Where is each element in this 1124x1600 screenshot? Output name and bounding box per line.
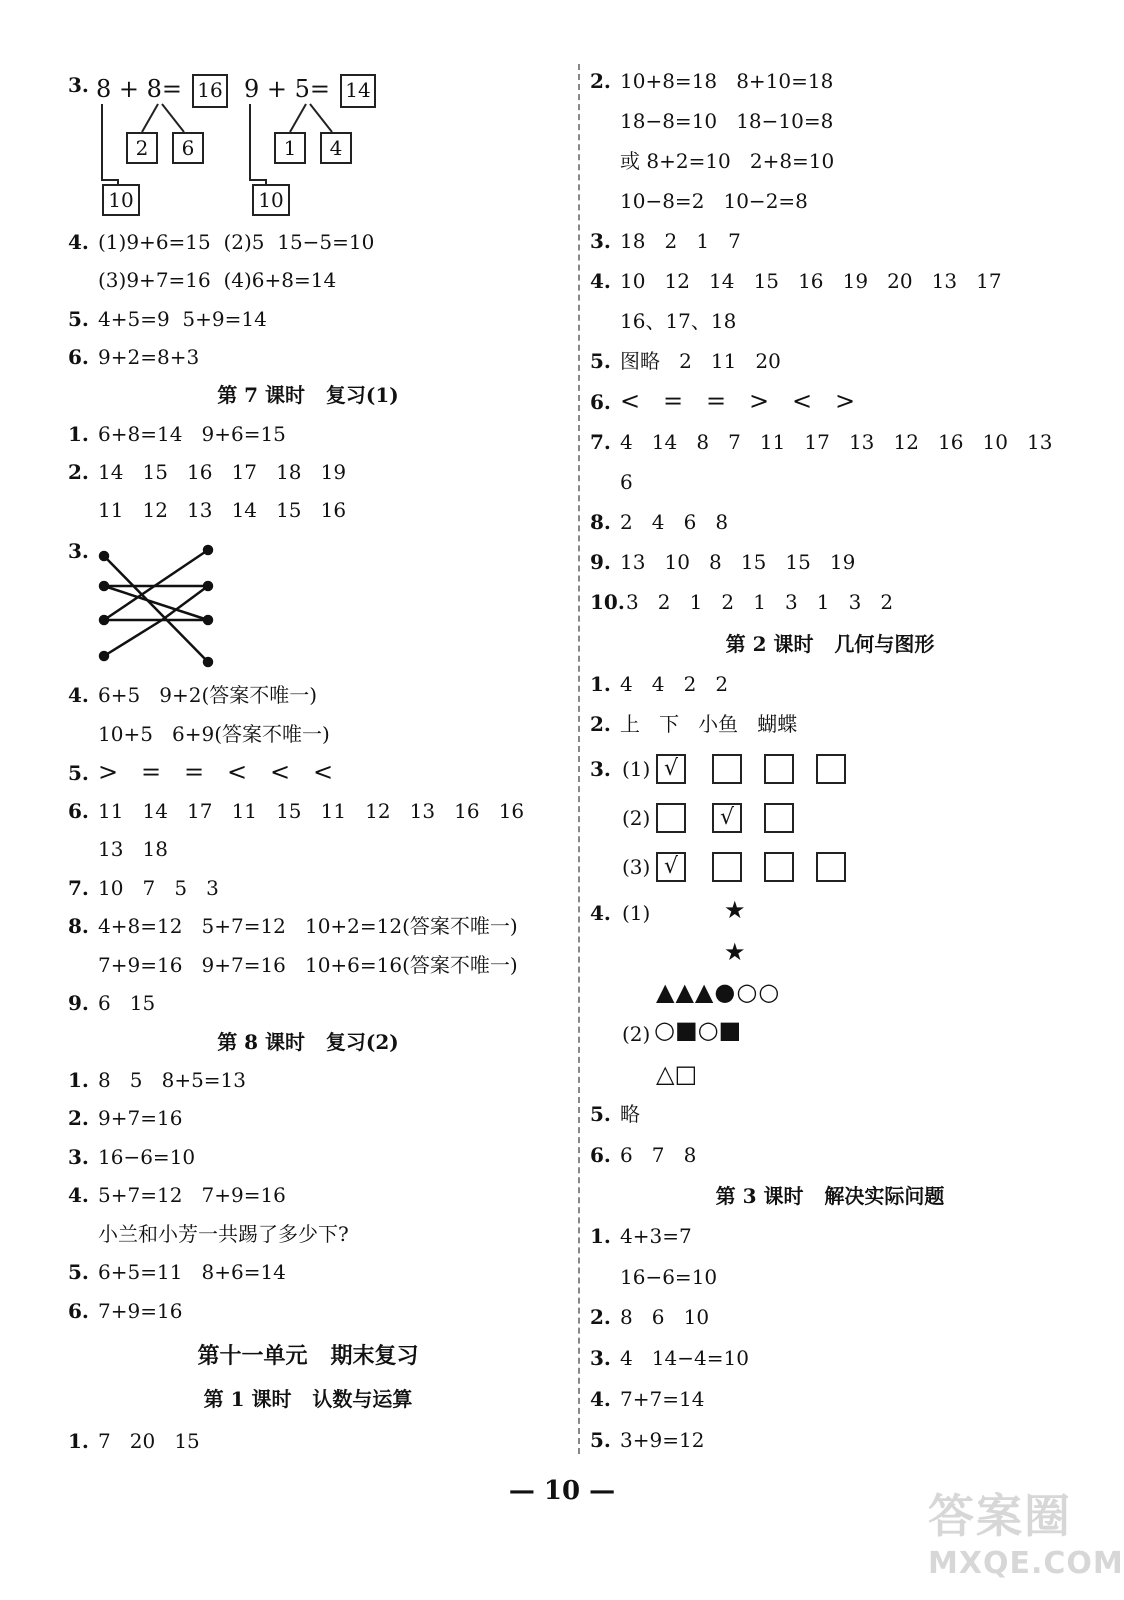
- answer-line: 2. 9+7=16: [68, 1106, 183, 1130]
- decompose-box: 4: [320, 132, 352, 164]
- answer-line: 3. 18 2 1 7: [590, 229, 741, 253]
- answer-line: 9. 13 10 8 15 15 19: [590, 550, 856, 574]
- section-heading: 第 1 课时 认数与运算: [203, 1387, 413, 1411]
- answer-line: 6. 6 7 8: [590, 1143, 697, 1167]
- sum-box: 10: [252, 184, 290, 216]
- answer-line: 4. 7+7=14: [590, 1387, 705, 1411]
- answer-line: 5. 略: [590, 1102, 640, 1126]
- answer-line: 2. 8 6 10: [590, 1305, 710, 1329]
- watermark-logo: [928, 1480, 1124, 1590]
- empty-box: [656, 803, 686, 833]
- section-heading: 第 2 课时 几何与图形: [725, 632, 935, 656]
- answer-line: 3. 16−6=10: [68, 1145, 196, 1169]
- answer-line: 7+9=16 9+7=16 10+6=16(答案不唯一): [98, 953, 518, 977]
- answer-line: 4. 5+7=12 7+9=16: [68, 1183, 286, 1207]
- section-heading: 第 8 课时 复习(2): [217, 1030, 399, 1054]
- matching-lines-diagram: [90, 540, 230, 670]
- answer-line: 6: [620, 470, 633, 494]
- shape-sequence: ▲▲▲●○○: [656, 978, 781, 1006]
- answer-line: 10−8=2 10−2=8: [620, 189, 808, 213]
- empty-box: [712, 852, 742, 882]
- answer-line: 4. 10 12 14 15 16 19 20 13 17: [590, 269, 1002, 293]
- question-number: 3.: [590, 757, 611, 781]
- checked-box: √: [712, 803, 742, 833]
- answer-line: 6. 7+9=16: [68, 1299, 183, 1323]
- star-icon: ★: [724, 896, 746, 924]
- watermark-url: MXQE.COM: [928, 1546, 1124, 1581]
- answer-line: 5. 4+5=9 5+9=14: [68, 307, 267, 331]
- equation: 9 + 5=: [244, 75, 331, 103]
- answer-line: 13 18: [98, 837, 168, 861]
- checked-box: √: [656, 852, 686, 882]
- answer-line: 9. 6 15: [68, 991, 156, 1015]
- answer-line: 5. 3+9=12: [590, 1428, 705, 1452]
- answer-line: 8. 4+8=12 5+7=12 10+2=12(答案不唯一): [68, 914, 518, 938]
- answer-box: 14: [340, 74, 376, 108]
- page-number: — 10 —: [508, 1476, 616, 1506]
- answer-line: 2. 14 15 16 17 18 19: [68, 460, 347, 484]
- section-heading: 第 7 课时 复习(1): [217, 383, 399, 407]
- shape-sequence: △□: [656, 1060, 698, 1088]
- answer-box: 16: [192, 74, 228, 108]
- shape-sequence: ○■○■: [654, 1016, 742, 1044]
- star-icon: ★: [724, 938, 746, 966]
- decompose-box: 6: [172, 132, 204, 164]
- answer-line: 6. 11 14 17 11 15 11 12 13 16 16: [68, 799, 525, 823]
- answer-line: 1. 7 20 15: [68, 1429, 200, 1453]
- decompose-box: 2: [126, 132, 158, 164]
- watermark-text: 答案圈: [928, 1489, 1072, 1543]
- unit-heading: 第十一单元 期末复习: [197, 1343, 419, 1369]
- answer-line: 1. 6+8=14 9+6=15: [68, 422, 286, 446]
- part-label: (3): [622, 855, 651, 879]
- answer-line: 2. 上 下 小鱼 蝴蝶: [590, 712, 798, 736]
- answer-line: 2. 10+8=18 8+10=18: [590, 69, 834, 93]
- sum-box: 10: [102, 184, 140, 216]
- answer-line: 11 12 13 14 15 16: [98, 498, 347, 522]
- equation: 8 + 8=: [96, 75, 183, 103]
- answer-line: 10+5 6+9(答案不唯一): [98, 722, 330, 746]
- answer-line: 18−8=10 18−10=8: [620, 109, 834, 133]
- empty-box: [764, 852, 794, 882]
- answer-line: 4. (1)9+6=15 (2)5 15−5=10: [68, 230, 375, 254]
- answer-line: 1. 4 4 2 2: [590, 672, 729, 696]
- empty-box: [712, 754, 742, 784]
- answer-line: 3. 4 14−4=10: [590, 1346, 749, 1370]
- part-label: (1): [622, 757, 651, 781]
- question-number: 3.: [68, 539, 89, 563]
- answer-line: 4. 6+5 9+2(答案不唯一): [68, 683, 318, 707]
- section-heading: 第 3 课时 解决实际问题: [715, 1184, 945, 1208]
- answer-line: 10.3 2 1 2 1 3 1 3 2: [590, 590, 894, 614]
- empty-box: [764, 754, 794, 784]
- checked-box: √: [656, 754, 686, 784]
- empty-box: [764, 803, 794, 833]
- answer-line: 8. 2 4 6 8: [590, 510, 729, 534]
- answer-line: 16、17、18: [620, 309, 737, 333]
- answer-line: 6. < = = > < >: [590, 387, 856, 415]
- answer-line: 6. 9+2=8+3: [68, 345, 200, 369]
- part-label: (2): [622, 806, 651, 830]
- answer-line: (3)9+7=16 (4)6+8=14: [98, 268, 337, 292]
- answer-line: 5. 图略 2 11 20: [590, 349, 781, 373]
- empty-box: [816, 852, 846, 882]
- empty-box: [816, 754, 846, 784]
- column-divider: [578, 64, 580, 1454]
- answer-line: 7. 4 14 8 7 11 17 13 12 16 10 13: [590, 430, 1053, 454]
- answer-line: 或 8+2=10 2+8=10: [620, 149, 835, 173]
- question-number: 3.: [68, 73, 89, 97]
- part-label: (2): [622, 1022, 651, 1046]
- decompose-lines: [0, 0, 560, 230]
- part-label: (1): [622, 901, 651, 925]
- answer-line: 1. 4+3=7: [590, 1224, 692, 1248]
- answer-line: 5. 6+5=11 8+6=14: [68, 1260, 286, 1284]
- answer-line: 16−6=10: [620, 1265, 718, 1289]
- question-number: 4.: [590, 901, 611, 925]
- answer-line: 1. 8 5 8+5=13: [68, 1068, 247, 1092]
- answer-line: 7. 10 7 5 3: [68, 876, 219, 900]
- answer-line: 5. > = = < < <: [68, 758, 334, 786]
- decompose-box: 1: [274, 132, 306, 164]
- answer-line: 小兰和小芳一共踢了多少下?: [98, 1222, 349, 1246]
